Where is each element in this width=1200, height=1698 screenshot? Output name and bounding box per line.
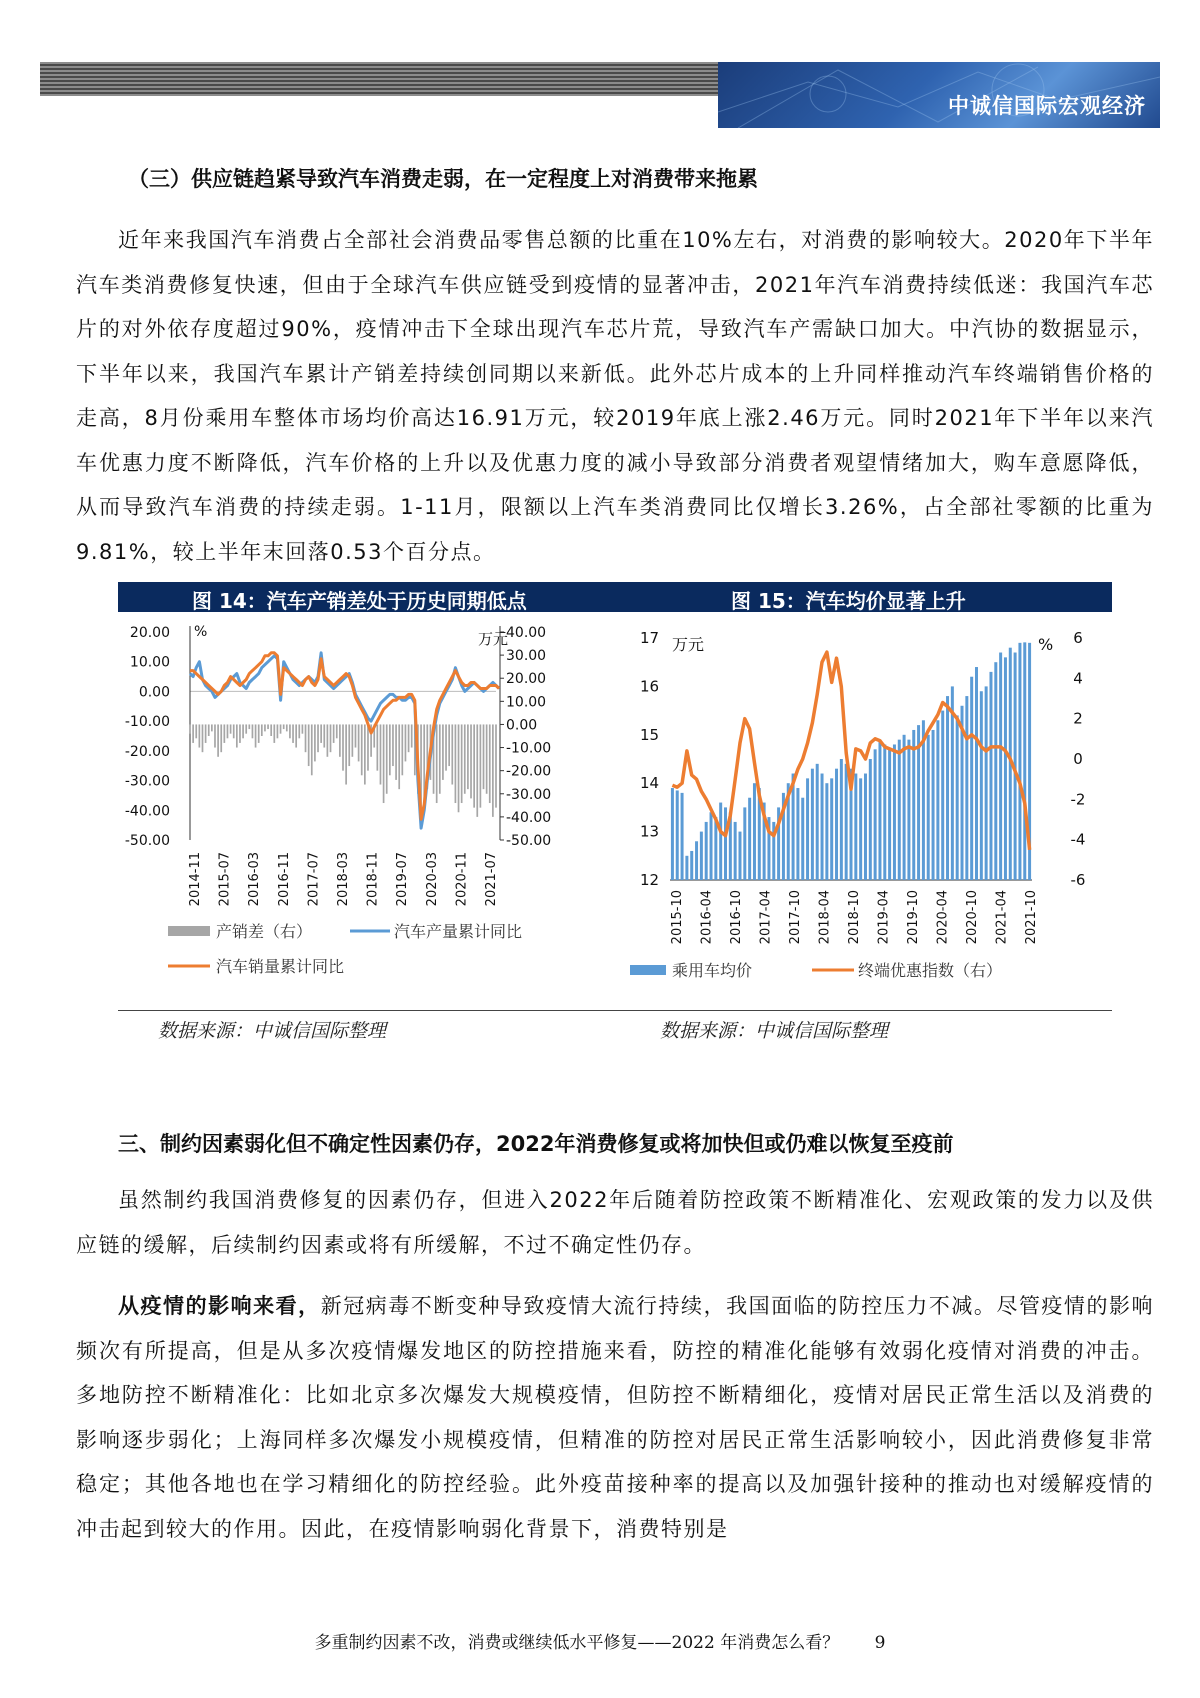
right-tick-label: -20.00	[506, 763, 552, 780]
avg-price-bar	[710, 812, 713, 880]
production-sales-gap-bar	[264, 724, 266, 731]
x-tick-label: 2021-04	[994, 890, 1010, 945]
figure-title-bar	[118, 582, 1112, 612]
brand-name: 中诚信国际宏观经济	[948, 94, 1146, 118]
production-sales-gap-bar	[476, 724, 478, 816]
avg-price-bar	[753, 783, 756, 880]
avg-price-bar	[685, 856, 688, 880]
production-sales-gap-bar	[342, 724, 344, 770]
production-sales-gap-bar	[289, 724, 291, 738]
left-tick-label: 16	[640, 677, 660, 696]
avg-price-bar	[869, 759, 872, 880]
production-sales-gap-bar	[408, 724, 410, 752]
x-tick-label: 2020-03	[424, 852, 440, 907]
figure-divider	[118, 1010, 1112, 1011]
avg-price-bar	[898, 740, 901, 880]
production-sales-gap-bar	[405, 724, 407, 761]
x-tick-label: 2018-10	[847, 890, 862, 945]
production-sales-gap-bar	[376, 724, 378, 770]
avg-price-bar	[864, 774, 867, 880]
left-tick-label: -30.00	[124, 773, 170, 790]
left-tick-label: -50.00	[124, 833, 170, 849]
production-sales-gap-bar	[464, 724, 466, 793]
production-sales-gap-bar	[352, 724, 354, 756]
avg-price-bar	[888, 749, 891, 880]
right-tick-label: 0.00	[506, 717, 538, 734]
avg-price-bar	[681, 793, 684, 880]
avg-price-bar	[1018, 643, 1021, 880]
legend-gap-swatch	[168, 926, 210, 936]
x-tick-label: 2017-04	[758, 890, 774, 945]
right-unit-label: 万元	[478, 630, 509, 648]
avg-price-bar	[903, 735, 906, 880]
production-sales-gap-bar	[380, 724, 382, 784]
right-tick-label: 40.00	[506, 625, 547, 641]
avg-price-bar	[912, 730, 915, 880]
x-tick-label: 2021-07	[484, 852, 499, 907]
avg-price-bar	[830, 778, 833, 880]
figure15-source: 数据来源：中诚信国际整理	[660, 1020, 889, 1042]
production-sales-gap-bar	[358, 724, 360, 761]
right-tick-label: -2	[1070, 790, 1086, 809]
right-tick-label: 6	[1073, 629, 1083, 647]
avg-price-bar	[859, 778, 862, 880]
production-sales-gap-bar	[327, 724, 329, 756]
production-sales-gap-bar	[439, 724, 441, 793]
avg-price-bar	[1023, 642, 1026, 880]
x-tick-label: 2016-04	[699, 890, 715, 945]
avg-price-bar	[989, 672, 992, 880]
right-tick-label: -6	[1070, 871, 1086, 889]
avg-price-bar	[927, 735, 930, 880]
legend-sales-label: 汽车销量累计同比	[216, 957, 345, 976]
production-sales-gap-bar	[314, 724, 316, 761]
x-tick-label: 2019-07	[395, 852, 411, 907]
x-tick-label: 2015-10	[670, 890, 685, 945]
production-sales-gap-bar	[355, 724, 357, 747]
production-sales-gap-bar	[270, 724, 272, 736]
figure15-chart	[626, 614, 1112, 994]
production-sales-gap-bar	[367, 724, 369, 770]
production-sales-gap-bar	[492, 724, 494, 816]
x-tick-label: 2018-03	[336, 852, 351, 907]
production-sales-gap-bar	[489, 724, 491, 803]
right-tick-label: 2	[1073, 709, 1083, 728]
x-tick-label: 2016-03	[247, 852, 263, 907]
production-sales-gap-bar	[436, 724, 438, 803]
legend-discount-label: 终端优惠指数（右）	[858, 961, 1003, 980]
right-tick-label: 4	[1073, 669, 1083, 688]
right-tick-label: 10.00	[506, 694, 547, 711]
avg-price-bar	[835, 769, 838, 880]
right-tick-label: -4	[1070, 830, 1086, 849]
production-sales-gap-bar	[239, 724, 241, 742]
production-sales-gap-bar	[273, 724, 275, 742]
avg-price-bar	[965, 696, 968, 880]
avg-price-bar	[724, 807, 727, 880]
right-tick-label: 20.00	[506, 671, 547, 688]
left-tick-label: -10.00	[124, 714, 170, 731]
production-sales-gap-bar	[189, 724, 191, 733]
avg-price-bar	[796, 788, 799, 880]
x-tick-label: 2020-04	[935, 890, 951, 945]
paragraph-epidemic-impact	[76, 1284, 1154, 1551]
production-sales-gap-bar	[230, 724, 232, 733]
x-tick-label: 2016-10	[729, 890, 744, 945]
production-sales-gap-bar	[267, 724, 269, 729]
x-tick-label: 2014-11	[188, 852, 203, 907]
right-unit-label: %	[1038, 635, 1054, 654]
figure15-title: 图 15：汽车均价显著上升	[731, 589, 966, 613]
page-footer	[0, 1628, 1200, 1653]
x-tick-label: 2020-11	[454, 852, 470, 907]
production-sales-gap-bar	[461, 724, 463, 803]
avg-price-bar	[946, 696, 949, 880]
production-sales-gap-bar	[451, 724, 453, 784]
avg-price-bar	[695, 841, 698, 880]
left-tick-label: 17	[640, 629, 660, 647]
x-tick-label: 2018-04	[817, 890, 833, 945]
production-sales-gap-bar	[199, 724, 201, 747]
avg-price-bar	[883, 744, 886, 880]
avg-price-bar	[719, 803, 722, 880]
production-sales-gap-bar	[411, 724, 413, 747]
avg-price-bar	[999, 653, 1002, 880]
paragraph-body: 新冠病毒不断变种导致疫情大流行持续，我国面临的防控压力不减。尽管疫情的影响频次有所提高，但是从多次疫情爆发地区的防控措施来看，防控的精准化能够有效弱化疫情对消费的冲击。多地防控不断精准化：比如北京多次爆发大规模疫情，但防控不断精细化，疫情对居民正常生活以及消费的影响逐步弱化；上海同样多次爆发小规模疫情，但精准的防控对居民正常生活影响较小，因此消费修复非常稳定；其他各地也在学习精细化的防控经验。此外疫苗接种率的提高以及加强针接种的推动也对缓解疫情的冲击起到较大的作用。因此，在疫情影响弱化背景下，消费特别是	[76, 1294, 1154, 1541]
avg-price-bar	[970, 677, 973, 880]
avg-price-bar	[700, 832, 703, 880]
production-sales-gap-bar	[442, 724, 444, 779]
production-sales-gap-bar	[298, 724, 300, 738]
production-sales-gap-bar	[211, 724, 213, 731]
right-tick-label: 30.00	[506, 648, 547, 665]
right-tick-label: -40.00	[506, 809, 552, 826]
main-heading: 三、制约因素弱化但不确定性因素仍存，2022年消费修复或将加快但或仍难以恢复至疫前	[118, 1132, 954, 1156]
left-tick-label: 12	[640, 871, 660, 889]
production-sales-gap-bar	[283, 724, 285, 729]
x-tick-label: 2021-10	[1024, 890, 1039, 945]
production-sales-gap-bar	[217, 724, 219, 756]
production-sales-gap-bar	[245, 724, 247, 733]
production-sales-gap-bar	[320, 724, 322, 742]
production-sales-gap-bar	[389, 724, 391, 775]
avg-price-bar	[840, 759, 843, 880]
x-tick-label: 2015-07	[217, 852, 233, 907]
production-sales-gap-bar	[286, 724, 288, 731]
avg-price-bar	[975, 667, 978, 880]
avg-price-bar	[811, 769, 814, 880]
paragraph-auto-consumption: 近年来我国汽车消费占全部社会消费品零售总额的比重在10%左右，对消费的影响较大。2020年下半年汽车类消费修复快速，但由于全球汽车供应链受到疫情的显著冲击，2021年汽车消费持续低迷：我国汽车芯片的对外依存度超过90%，疫情冲击下全球出现汽车芯片荒，导致汽车产需缺口加大。中汽协的数据显示，下半年以来，我国汽车累计产销差持续创同期以来新低。此外芯片成本的上升同样推动汽车终端销售价格的走高，8月份乘用车整体市场均价高达16.91万元，较2019年底上涨2.46万元。同时2021年下半年以来汽车优惠力度不断降低，汽车价格的上升以及优惠力度的减小导致部分消费者观望情绪加大，购车意愿降低，从而导致汽车消费的持续走弱。1-11月，限额以上汽车类消费同比仅增长3.26%，占全部社零额的比重为9.81%，较上半年末回落0.53个百分点。	[76, 228, 1154, 564]
paragraph-constraints: 虽然制约我国消费修复的因素仍存，但进入2022年后随着防控政策不断精准化、宏观政策的发力以及供应链的缓解，后续制约因素或将有所缓解，不过不确定性仍存。	[76, 1188, 1154, 1257]
legend-price-swatch	[630, 965, 666, 975]
figure14-chart	[118, 614, 588, 994]
production-sales-gap-bar	[458, 724, 460, 812]
avg-price-bar	[980, 691, 983, 880]
production-sales-gap-bar	[345, 724, 347, 784]
avg-price-bar	[994, 662, 997, 880]
footer-text: 多重制约因素不改，消费或继续低水平修复——2022 年消费怎么看？	[314, 1633, 840, 1653]
production-sales-gap-bar	[330, 724, 332, 752]
production-sales-gap-bar	[480, 724, 482, 807]
production-sales-gap-bar	[227, 724, 229, 738]
production-sales-gap-bar	[401, 724, 403, 775]
x-tick-label: 2017-07	[306, 852, 322, 907]
production-sales-gap-bar	[214, 724, 216, 747]
avg-price-bar	[690, 851, 693, 880]
production-sales-gap-bar	[317, 724, 319, 752]
avg-price-bar	[878, 740, 881, 880]
left-tick-label: 10.00	[129, 654, 170, 671]
legend-production-label: 汽车产量累计同比	[394, 922, 523, 941]
production-sales-gap-bar	[483, 724, 485, 789]
production-sales-gap-bar	[261, 724, 263, 736]
avg-price-bar	[676, 790, 679, 880]
production-sales-gap-bar	[339, 724, 341, 756]
avg-price-bar	[1004, 657, 1007, 880]
production-sales-gap-bar	[311, 724, 313, 775]
avg-price-bar	[743, 807, 746, 880]
avg-price-bar	[845, 764, 848, 880]
left-tick-label: -20.00	[124, 743, 170, 760]
avg-price-bar	[748, 798, 751, 880]
production-sales-gap-bar	[195, 724, 197, 738]
left-tick-label: -40.00	[124, 803, 170, 820]
production-sales-gap-bar	[383, 724, 385, 803]
avg-price-bar	[941, 711, 944, 880]
production-sales-gap-bar	[280, 724, 282, 733]
production-sales-gap-bar	[398, 724, 400, 789]
production-sales-gap-bar	[467, 724, 469, 789]
x-tick-label: 2019-04	[876, 890, 892, 945]
production-sales-gap-bar	[448, 724, 450, 766]
right-tick-label: -50.00	[506, 833, 552, 849]
production-sales-gap-bar	[252, 724, 254, 738]
x-tick-label: 2019-10	[906, 890, 921, 945]
avg-price-bar	[734, 822, 737, 880]
production-sales-gap-bar	[470, 724, 472, 798]
production-sales-gap-bar	[236, 724, 238, 747]
left-tick-label: 13	[640, 822, 660, 841]
avg-price-bar	[671, 788, 674, 880]
production-sales-gap-bar	[220, 724, 222, 752]
production-sales-gap-bar	[208, 724, 210, 736]
avg-price-bar	[801, 798, 804, 880]
avg-price-bar	[936, 720, 939, 880]
avg-price-bar	[816, 764, 819, 880]
left-tick-label: 14	[640, 774, 660, 793]
production-sales-gap-bar	[205, 724, 207, 742]
production-sales-gap-bar	[364, 724, 366, 784]
left-tick-label: 0.00	[138, 684, 170, 701]
production-sales-gap-bar	[308, 724, 310, 766]
production-sales-gap-bar	[392, 724, 394, 766]
production-sales-gap-bar	[486, 724, 488, 793]
production-sales-gap-bar	[386, 724, 388, 793]
left-tick-label: 15	[640, 725, 660, 744]
avg-price-bar	[932, 730, 935, 880]
section-title: （三）供应链趋紧导致汽车消费走弱，在一定程度上对消费带来拖累	[128, 167, 758, 191]
production-sales-gap-bar	[292, 724, 294, 742]
x-tick-label: 2018-11	[365, 852, 381, 907]
x-tick-label: 2017-10	[788, 890, 803, 945]
left-tick-label: 20.00	[129, 625, 170, 641]
production-sales-gap-bar	[277, 724, 279, 738]
production-sales-gap-bar	[445, 724, 447, 770]
avg-price-bar	[893, 744, 896, 880]
right-tick-label: -30.00	[506, 786, 552, 803]
avg-price-bar	[705, 822, 708, 880]
avg-price-bar	[907, 740, 910, 880]
production-sales-gap-bar	[258, 724, 260, 742]
legend-price-label: 乘用车均价	[672, 961, 753, 980]
avg-price-bar	[854, 774, 857, 880]
avg-price-bar	[806, 778, 809, 880]
production-sales-gap-bar	[242, 724, 244, 738]
production-sales-gap-bar	[192, 724, 194, 742]
production-sales-gap-bar	[223, 724, 225, 742]
x-tick-label: 2020-10	[965, 890, 980, 945]
figure14-title: 图 14：汽车产销差处于历史同期低点	[192, 589, 527, 613]
production-sales-gap-bar	[202, 724, 204, 752]
avg-price-bar	[985, 686, 988, 880]
production-sales-gap-bar	[348, 724, 350, 766]
avg-price-bar	[874, 749, 877, 880]
avg-price-bar	[738, 832, 741, 880]
production-sales-gap-bar	[455, 724, 457, 803]
production-sales-gap-bar	[233, 724, 235, 738]
production-sales-gap-bar	[248, 724, 250, 729]
header-brand-banner	[718, 62, 1160, 128]
production-sales-gap-bar	[302, 724, 304, 733]
production-sales-gap-bar	[295, 724, 297, 747]
production-sales-gap-bar	[305, 724, 307, 752]
left-unit-label: 万元	[672, 635, 705, 654]
avg-price-bar	[956, 715, 959, 880]
production-sales-gap-bar	[395, 724, 397, 779]
avg-price-bar	[825, 783, 828, 880]
legend-gap-label: 产销差（右）	[216, 922, 313, 941]
x-tick-label: 2016-11	[276, 852, 292, 907]
right-tick-label: 0	[1073, 750, 1083, 768]
production-sales-gap-bar	[333, 724, 335, 742]
production-sales-gap-bar	[495, 724, 497, 807]
paragraph-lead: 从疫情的影响来看，	[118, 1294, 321, 1318]
figure14-source: 数据来源：中诚信国际整理	[158, 1020, 387, 1042]
production-sales-gap-bar	[361, 724, 363, 775]
production-sales-gap-bar	[473, 724, 475, 807]
avg-price-bar	[821, 774, 824, 880]
page-number: 9	[874, 1633, 886, 1653]
right-tick-label: -10.00	[506, 740, 552, 757]
production-sales-gap-bar	[336, 724, 338, 738]
production-sales-gap-bar	[255, 724, 257, 747]
left-unit-label: %	[194, 624, 208, 640]
production-sales-gap-bar	[323, 724, 325, 747]
